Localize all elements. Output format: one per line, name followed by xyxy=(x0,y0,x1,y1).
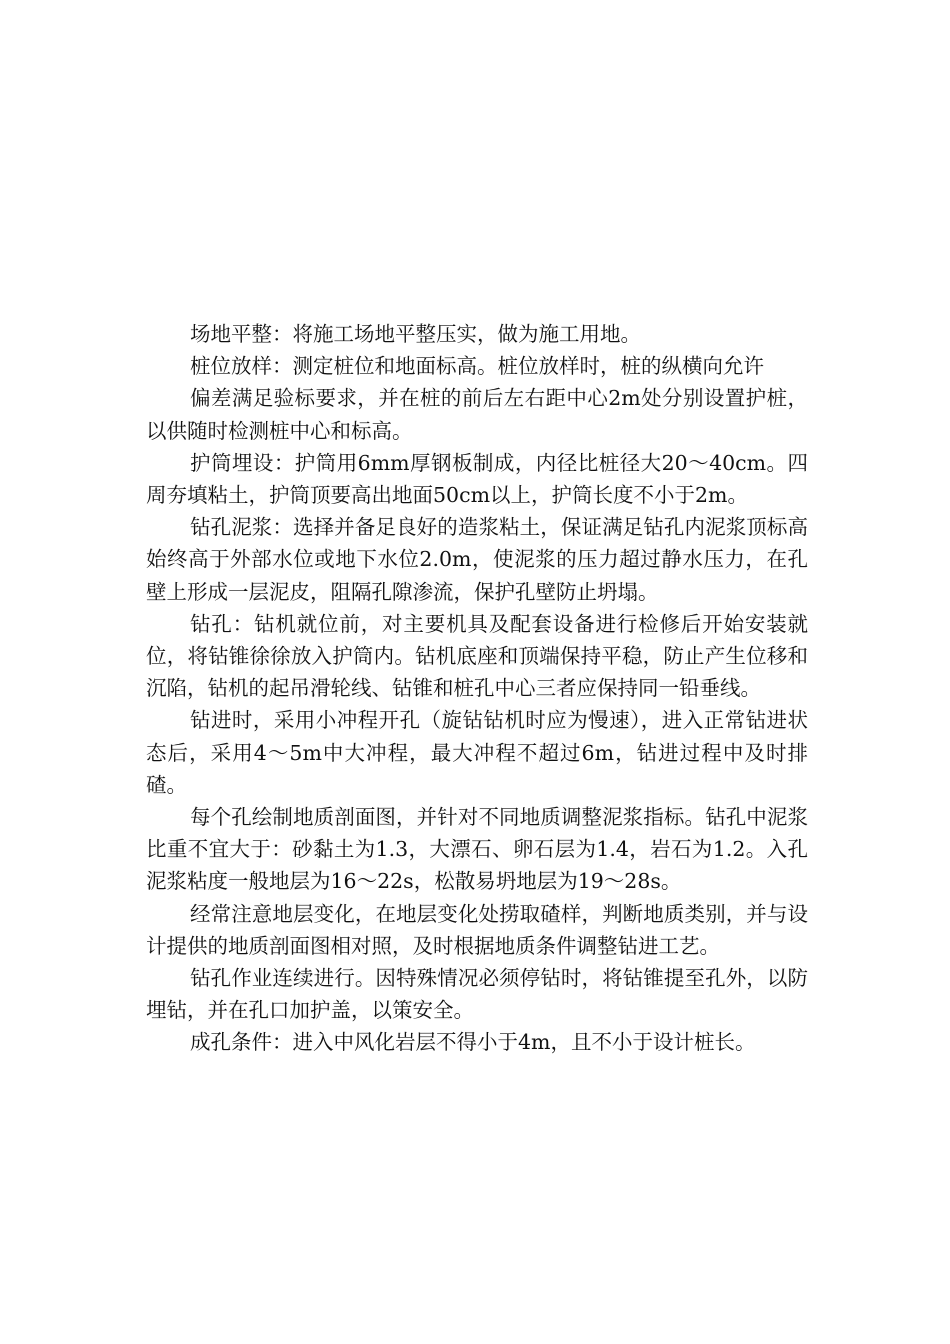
paragraph-casing-burying: 护筒埋设：护筒用6mm厚钢板制成，内径比桩径大20～40cm。四周夯填粘土，护筒顶要高出地面50cm以上，护筒长度不小于2m。 xyxy=(146,450,808,508)
paragraph-continuous-drilling: 钻孔作业连续进行。因特殊情况必须停钻时，将钻锥提至孔外，以防埋钻，并在孔口加护盖，以策安全。 xyxy=(146,966,808,1023)
document-body xyxy=(146,318,808,1059)
paragraph-hole-completion: 成孔条件：进入中风化岩层不得小于4m，且不小于设计桩长。 xyxy=(190,1030,756,1055)
paragraph-strata-change: 经常注意地层变化，在地层变化处捞取碴样，判断地质类别，并与设计提供的地质剖面图相对照，及时根据地质条件调整钻进工艺。 xyxy=(146,901,808,958)
paragraph-protection-piles: 偏差满足验标要求，并在桩的前后左右距中心2m处分别设置护桩，以供随时检测桩中心和标高。 xyxy=(146,386,808,443)
paragraph-pile-layout: 桩位放样：测定桩位和地面标高。桩位放样时，桩的纵横向允许 xyxy=(190,354,764,379)
paragraph-drilling: 钻孔：钻机就位前，对主要机具及配套设备进行检修后开始安装就位，将钻锥徐徐放入护筒内。钻机底座和顶端保持平稳，防止产生位移和沉陷，钻机的起吊滑轮线、钻锥和桩孔中心三者应保持同一铅垂线。 xyxy=(146,611,808,701)
paragraph-drilling-advance: 钻进时，采用小冲程开孔（旋钻钻机时应为慢速），进入正常钻进状态后，采用4～5m中大冲程，最大冲程不超过6m，钻进过程中及时排碴。 xyxy=(146,708,808,797)
paragraph-drilling-mud: 钻孔泥浆：选择并备足良好的造浆粘土，保证满足钻孔内泥浆顶标高始终高于外部水位或地下水位2.0m，使泥浆的压力超过静水压力，在孔壁上形成一层泥皮，阻隔孔隙渗流，保护孔壁防止坍塌。 xyxy=(146,515,808,604)
paragraph-site-leveling: 场地平整：将施工场地平整压实，做为施工用地。 xyxy=(190,322,641,346)
paragraph-geological-profile: 每个孔绘制地质剖面图，并针对不同地质调整泥浆指标。钻孔中泥浆比重不宜大于：砂黏土为1.3，大漂石、卵石层为1.4，岩石为1.2。入孔泥浆粘度一般地层为16～22s，松散易坍地层为19～28s。 xyxy=(146,805,808,894)
